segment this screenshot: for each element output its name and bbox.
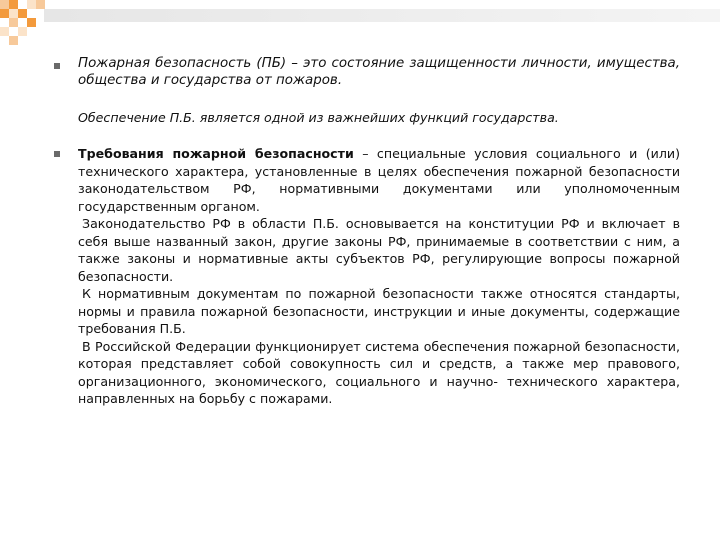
requirements-definition-text: – специальные условия социального и (или) технического характера, установленные в целях обеспечения пожарной безопасности законодательством РФ, нормативными документами или уполномоченным государственным органом.	[78, 146, 680, 214]
definition-fire-safety: Пожарная безопасность (ПБ) – это состояние защищенности личности, имущества, общества и государства от пожаров.	[78, 56, 680, 88]
decor-square	[0, 0, 9, 9]
requirements-section	[78, 145, 680, 408]
decor-square	[9, 18, 18, 27]
decor-square	[9, 0, 18, 9]
requirements-term: Требования пожарной безопасности	[78, 146, 354, 161]
legislation-paragraph: Законодательство РФ в области П.Б. основывается на конституции РФ и включает в себя выше названный закон, другие законы РФ, принимаемые в соответствии с ним, а также законы и нормативные акты субъектов РФ, регулирующие вопросы пожарной безопасности.	[78, 216, 680, 284]
state-function-note: Обеспечение П.Б. является одной из важнейших функций государства.	[78, 110, 559, 125]
normative-documents-paragraph: К нормативным документам по пожарной безопасности также относятся стандарты, нормы и правила пожарной безопасности, инструкции и иные документы, содержащие требования П.Б.	[78, 286, 680, 336]
decor-square	[18, 27, 27, 36]
decor-square	[9, 9, 18, 18]
decor-square	[36, 0, 45, 9]
decor-square	[9, 36, 18, 45]
bullet-square	[54, 63, 60, 69]
bullet-square	[54, 151, 60, 157]
requirements-definition	[78, 145, 680, 215]
decor-square	[0, 9, 9, 18]
decor-header-bar	[44, 9, 720, 22]
fire-safety-system-paragraph: В Российской Федерации функционирует система обеспечения пожарной безопасности, которая представляет собой совокупность сил и средств, а также мер правового, организационного, экономического, социального и научно- технического характера, направленных на борьбу с пожарами.	[78, 338, 680, 406]
decor-square	[27, 0, 36, 9]
decor-square	[0, 27, 9, 36]
decor-square	[18, 9, 27, 18]
decor-square	[27, 18, 36, 27]
